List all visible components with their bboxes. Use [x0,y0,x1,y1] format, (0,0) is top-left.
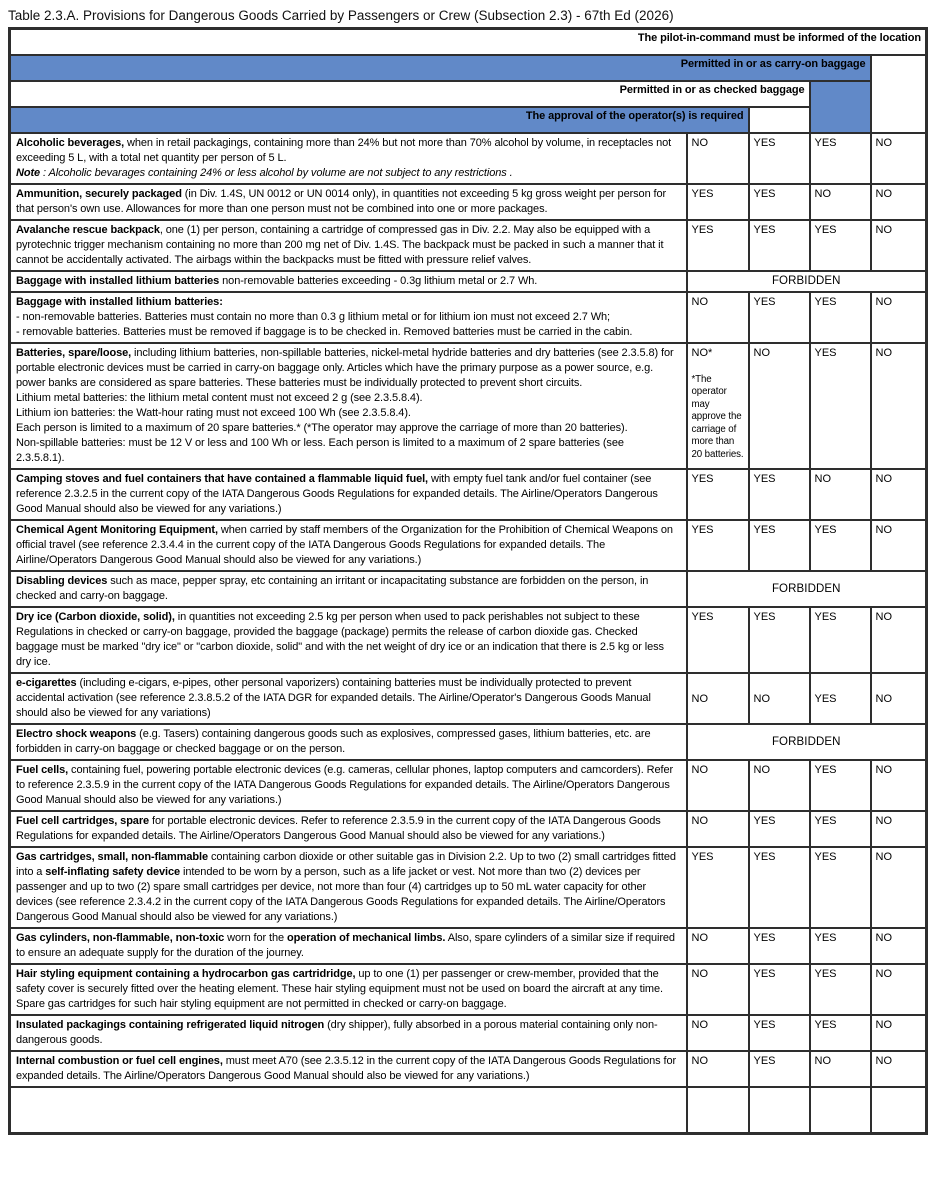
answer-operator-approval: NO [687,1051,749,1087]
answer-operator-approval: NO [687,673,749,724]
header-row-checked [10,81,927,107]
answer-checked-baggage: YES [749,964,810,1015]
answer-checked-baggage: YES [749,520,810,571]
answer-carryon-baggage: NO [810,469,871,520]
table-row-dry-ice [10,607,927,673]
answer-carryon-baggage: YES [810,928,871,964]
answer-checked-baggage: NO [749,673,810,724]
item-description: Batteries, spare/loose, including lithium batteries, non-spillable batteries, nickel-metal hydride batteries and dry batteries (see 2.3.5.8) for portable electronic devices must be carried in carry-on baggage only. Articles which have the primary purpose as a power source, e.g. power banks are considered as spare batteries. These batteries must be individually protected to prevent short circuits. Lithium metal batteries: the lithium metal content must not exceed 2 g (see 2.3.5.8.4). Lithium ion batteries: the Watt-hour rating must not exceed 100 Wh (see 2.3.5.8.4). Each person is limited to a maximum of 20 spare batteries.* (*The operator may approve the carriage of more than 20 batteries). Non-spillable batteries: must be 12 V or less and 100 Wh or less. Each person is limited to a maximum of 2 spare batteries (see 2.3.5.8.1). [10,343,687,469]
answer-pilot-informed: NO [871,184,927,220]
answer-pilot-informed: NO [871,133,927,184]
answer-operator-approval: NO [687,760,749,811]
answer-operator-approval: YES [687,469,749,520]
table-row-cut-off-row [10,1087,927,1134]
table-row-fuel-cell-cartridges [10,811,927,847]
answer-checked-baggage: YES [749,220,810,271]
answer-operator-approval [687,1087,749,1134]
table-row-insulated-packagings [10,1015,927,1051]
answer-operator-approval: YES [687,847,749,928]
header-row-pilot [10,29,927,55]
forbidden-cell: FORBIDDEN [687,724,927,760]
table-row-e-cigarettes [10,673,927,724]
answer-operator-approval: YES [687,220,749,271]
answer-operator-approval: NO [687,964,749,1015]
table-row-internal-combustion-engines [10,1051,927,1087]
answer-carryon-baggage: YES [810,811,871,847]
item-description: Hair styling equipment containing a hydrocarbon gas cartridridge, up to one (1) per passenger or crew-member, provided that the safety cover is securely fitted over the heating element. These hair styling equipment must not be used on board the aircraft at any time. Spare gas cartridges for such hair styling equipment are not permitted in checked or carry-on baggage. [10,964,687,1015]
answer-carryon-baggage: YES [810,133,871,184]
table-row-camping-stoves [10,469,927,520]
item-description: Fuel cells, containing fuel, powering portable electronic devices (e.g. cameras, cellular phones, laptop computers and camcorders). Refer to reference 2.3.5.9 in the current copy of the IATA Dangerous Goods Regulations for expanded details. The Airline/Operators Dangerous Good Manual should also be viewed for any variations.) [10,760,687,811]
answer-checked-baggage [749,1087,810,1134]
answer-value: NO* [691,346,713,359]
item-description: Ammunition, securely packaged (in Div. 1.4S, UN 0012 or UN 0014 only), in quantities not exceeding 5 kg gross weight per person for that person's own use. Allowances for more than one person must not be combined into one or more packages. [10,184,687,220]
answer-checked-baggage: YES [749,292,810,343]
header-row-operator [10,107,927,133]
answer-carryon-baggage: YES [810,607,871,673]
item-description: Baggage with installed lithium batteries non-removable batteries exceeding - 0.3g lithium metal or 2.7 Wh. [10,271,687,292]
forbidden-cell: FORBIDDEN [687,271,927,292]
table-title: Table 2.3.A. Provisions for Dangerous Goods Carried by Passengers or Crew (Subsection 2.3) - 67th Ed (2026) [8,8,674,23]
answer-operator-approval: NO [687,1015,749,1051]
answer-operator-approval: NO [687,292,749,343]
header-step-pilot-column [871,55,927,133]
answer-pilot-informed: NO [871,1051,927,1087]
answer-operator-approval: NO [687,811,749,847]
item-description: Avalanche rescue backpack, one (1) per person, containing a cartridge of compressed gas in Div. 2.2. May also be equipped with a pyrotechnic trigger mechanism containing no more than 200 mg net of Div. 1.4S. The backpack must be packed in such a manner that it cannot be accidentally activated. The airbags within the backpacks must be fitted with pressure relief valves. [10,220,687,271]
table-row-batteries-spare-loose [10,343,927,469]
answer-checked-baggage: YES [749,1051,810,1087]
answer-checked-baggage: YES [749,133,810,184]
answer-carryon-baggage: YES [810,673,871,724]
header-checked-label: Permitted in or as checked baggage [10,81,810,107]
item-description: Dry ice (Carbon dioxide, solid), in quantities not exceeding 2.5 kg per person when used to pack perishables not subject to these Regulations in checked or carry-on baggage, provided the baggage (package) permits the release of carbon dioxide gas. Checked baggage must be marked "dry ice" or "carbon dioxide, solid" and with the net weight of dry ice or an indication that there is 2.5 kg or less dry ice. [10,607,687,673]
answer-carryon-baggage: YES [810,292,871,343]
answer-checked-baggage: YES [749,928,810,964]
table-row-avalanche-rescue-backpack [10,220,927,271]
table-row-ammunition [10,184,927,220]
table-row-baggage-lithium-batteries [10,292,927,343]
header-pilot-informed-label: The pilot-in-command must be informed of the location [10,29,927,55]
item-description: Electro shock weapons (e.g. Tasers) containing dangerous goods such as explosives, compressed gases, lithium batteries, etc. are forbidden in carry-on baggage or checked baggage or on the person. [10,724,687,760]
item-description: e-cigarettes (including e-cigars, e-pipes, other personal vaporizers) containing batteries must be individually protected to prevent accidental activation (see reference 2.3.8.5.2 of the IATA DGR for expanded details. The Airline/Operator's Dangerous Goods Manual should also be viewed for any variations) [10,673,687,724]
answer-carryon-baggage: YES [810,520,871,571]
item-description: Disabling devices such as mace, pepper spray, etc containing an irritant or incapacitating substance are forbidden on the person, in checked and carry-on baggage. [10,571,687,607]
item-description: Alcoholic beverages, when in retail packagings, containing more than 24% but not more than 70% alcohol by volume, in receptacles not exceeding 5 L, with a total net quantity per person of 5 L. Note : Alcoholic bevarages containing 24% or less alcohol by volume are not subject to any restrictions . [10,133,687,184]
answer-carryon-baggage: YES [810,847,871,928]
answer-pilot-informed: NO [871,928,927,964]
answer-pilot-informed: NO [871,292,927,343]
answer-operator-approval: NO [687,133,749,184]
header-carryon-label: Permitted in or as carry-on baggage [10,55,871,81]
answer-carryon-baggage: YES [810,964,871,1015]
answer-carryon-baggage: NO [810,1051,871,1087]
answer-pilot-informed: NO [871,1015,927,1051]
item-description [10,1087,687,1134]
answer-carryon-baggage: NO [810,184,871,220]
answer-pilot-informed: NO [871,343,927,469]
dangerous-goods-table [8,27,928,1135]
answer-operator-approval: YES [687,607,749,673]
answer-pilot-informed: NO [871,847,927,928]
forbidden-cell: FORBIDDEN [687,571,927,607]
table-row-baggage-lithium-non-removable [10,271,927,292]
table-row-electro-shock-weapons [10,724,927,760]
item-description: Gas cartridges, small, non-flammable containing carbon dioxide or other suitable gas in Division 2.2. Up to two (2) small cartridges fitted into a self-inflating safety device intended to be worn by a person, such as a life jacket or vest. Not more than two (2) devices per passenger and up to two (2) spare small cartridges per device, not more than four (4) cartridges up to 50 mL water capacity for other devices (see reference 2.3.4.2 in the current copy of the IATA Dangerous Goods Regulations for expanded details. The Airline/Operators Dangerous Good Manual should also be viewed for any variations.) [10,847,687,928]
answer-carryon-baggage: YES [810,1015,871,1051]
answer-carryon-baggage [810,1087,871,1134]
header-row-carryon [10,55,927,81]
item-description: Baggage with installed lithium batteries: - non-removable batteries. Batteries must contain no more than 0.3 g lithium metal or for lithium ion must not exceed 2.7 Wh; - removable batteries. Batteries must be removed if baggage is to be checked in. Removed batteries must be carried in the cabin. [10,292,687,343]
answer-carryon-baggage: YES [810,220,871,271]
answer-checked-baggage: NO [749,343,810,469]
item-description: Gas cylinders, non-flammable, non-toxic worn for the operation of mechanical limbs. Also, spare cylinders of a similar size if required to ensure an adequate supply for the duration of the journey. [10,928,687,964]
answer-pilot-informed: NO [871,811,927,847]
header-operator-approval-label: The approval of the operator(s) is required [10,107,749,133]
answer-pilot-informed: NO [871,760,927,811]
table-row-gas-cartridges-small [10,847,927,928]
answer-checked-baggage: YES [749,184,810,220]
item-description: Insulated packagings containing refrigerated liquid nitrogen (dry shipper), fully absorbed in a porous material containing only non-dangerous goods. [10,1015,687,1051]
answer-pilot-informed: NO [871,220,927,271]
table-header [10,29,927,133]
answer-operator-approval: YES [687,520,749,571]
item-description: Chemical Agent Monitoring Equipment, when carried by staff members of the Organization for the Prohibition of Chemical Weapons on official travel (see reference 2.3.4.4 in the current copy of the IATA Dangerous Goods Regulations for expanded details. The Airline/Operators Dangerous Good Manual should also be viewed for any variations.) [10,520,687,571]
answer-operator-approval: NO [687,928,749,964]
answer-checked-baggage: YES [749,811,810,847]
answer-checked-baggage: YES [749,847,810,928]
header-step-checked-column [749,107,810,133]
answer-operator-approval [687,343,749,469]
table-row-gas-cylinders [10,928,927,964]
table-body [10,133,927,1134]
table-row-disabling-devices [10,571,927,607]
answer-pilot-informed: NO [871,520,927,571]
answer-checked-baggage: YES [749,1015,810,1051]
item-description: Camping stoves and fuel containers that have contained a flammable liquid fuel, with empty fuel tank and/or fuel container (see reference 2.3.2.5 in the current copy of the IATA Dangerous Goods Regulations for expanded details. The Airline/Operators Dangerous Good Manual should also be viewed for any variations.) [10,469,687,520]
answer-carryon-baggage: YES [810,343,871,469]
header-step-carryon-column [810,81,871,133]
answer-operator-approval: YES [687,184,749,220]
answer-checked-baggage: YES [749,607,810,673]
answer-pilot-informed [871,1087,927,1134]
answer-pilot-informed: NO [871,964,927,1015]
answer-carryon-baggage: YES [810,760,871,811]
answer-pilot-informed: NO [871,469,927,520]
table-row-fuel-cells [10,760,927,811]
answer-pilot-informed: NO [871,607,927,673]
answer-checked-baggage: YES [749,469,810,520]
table-row-alcoholic-beverages [10,133,927,184]
answer-footnote: *The operator may approve the carriage of more than 20 batteries. [691,373,744,460]
table-row-chemical-agent-monitoring [10,520,927,571]
table-row-hair-styling-equipment [10,964,927,1015]
item-description: Internal combustion or fuel cell engines, must meet A70 (see 2.3.5.12 in the current copy of the IATA Dangerous Goods Regulations for expanded details. The Airline/Operators Dangerous Good Manual should also be viewed for any variations.) [10,1051,687,1087]
answer-pilot-informed: NO [871,673,927,724]
answer-checked-baggage: NO [749,760,810,811]
item-description: Fuel cell cartridges, spare for portable electronic devices. Refer to reference 2.3.5.9 in the current copy of the IATA Dangerous Goods Regulations for expanded details. The Airline/Operators Dangerous Good Manual should also be viewed for any variations.) [10,811,687,847]
